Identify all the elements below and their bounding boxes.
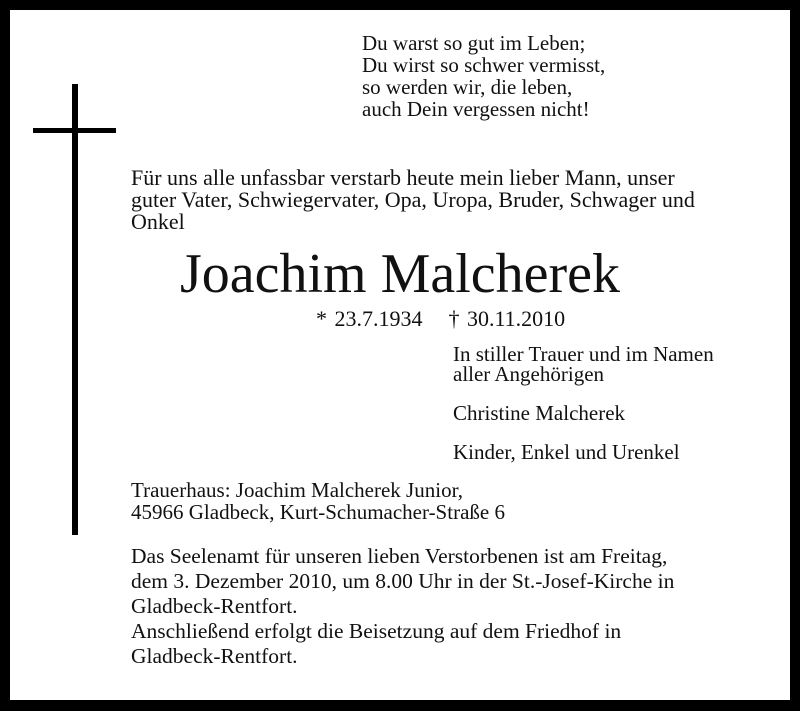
death-date: † 30.11.2010: [448, 306, 566, 331]
requiem-line: dem 3. Dezember 2010, um 8.00 Uhr in der St.-Josef-Kirche in: [131, 569, 675, 593]
family-members: Kinder, Enkel und Urenkel: [453, 440, 680, 464]
mourning-line: In stiller Trauer und im Namen: [453, 342, 714, 366]
cross-icon: [72, 84, 78, 535]
poem-line: auch Dein vergessen nicht!: [362, 97, 590, 121]
deceased-name: Joachim Malcherek: [179, 243, 621, 305]
poem-line: so werden wir, die leben,: [362, 75, 573, 99]
announcement-line: Für uns alle unfassbar verstarb heute mein lieber Mann, unser: [131, 165, 675, 190]
birth-date: * 23.7.1934: [316, 306, 423, 331]
mourning-line: aller Angehörigen: [453, 362, 605, 386]
widow-name: Christine Malcherek: [453, 401, 626, 425]
requiem-line: Das Seelenamt für unseren lieben Verstorbenen ist am Freitag,: [131, 544, 668, 568]
life-dates: [316, 306, 565, 332]
mourning-house-address: [131, 479, 505, 523]
announcement-line: guter Vater, Schwiegervater, Opa, Uropa, Bruder, Schwager und: [131, 187, 695, 212]
announcement-line: Onkel: [131, 209, 185, 234]
requiem-info: [131, 544, 674, 669]
poem-line: Du warst so gut im Leben;: [362, 31, 586, 55]
address-line: Trauerhaus: Joachim Malcherek Junior,: [131, 478, 463, 502]
poem-line: Du wirst so schwer vermisst,: [362, 53, 606, 77]
requiem-line: Gladbeck-Rentfort.: [131, 594, 298, 618]
mourning-text: [453, 344, 714, 384]
address-line: 45966 Gladbeck, Kurt-Schumacher-Straße 6: [131, 500, 505, 524]
poem: [362, 32, 605, 120]
obituary-card: [10, 10, 790, 700]
cross-icon-bar: [33, 128, 116, 133]
announcement-text: [131, 167, 695, 233]
requiem-line: Gladbeck-Rentfort.: [131, 644, 298, 668]
requiem-line: Anschließend erfolgt die Beisetzung auf dem Friedhof in: [131, 619, 622, 643]
